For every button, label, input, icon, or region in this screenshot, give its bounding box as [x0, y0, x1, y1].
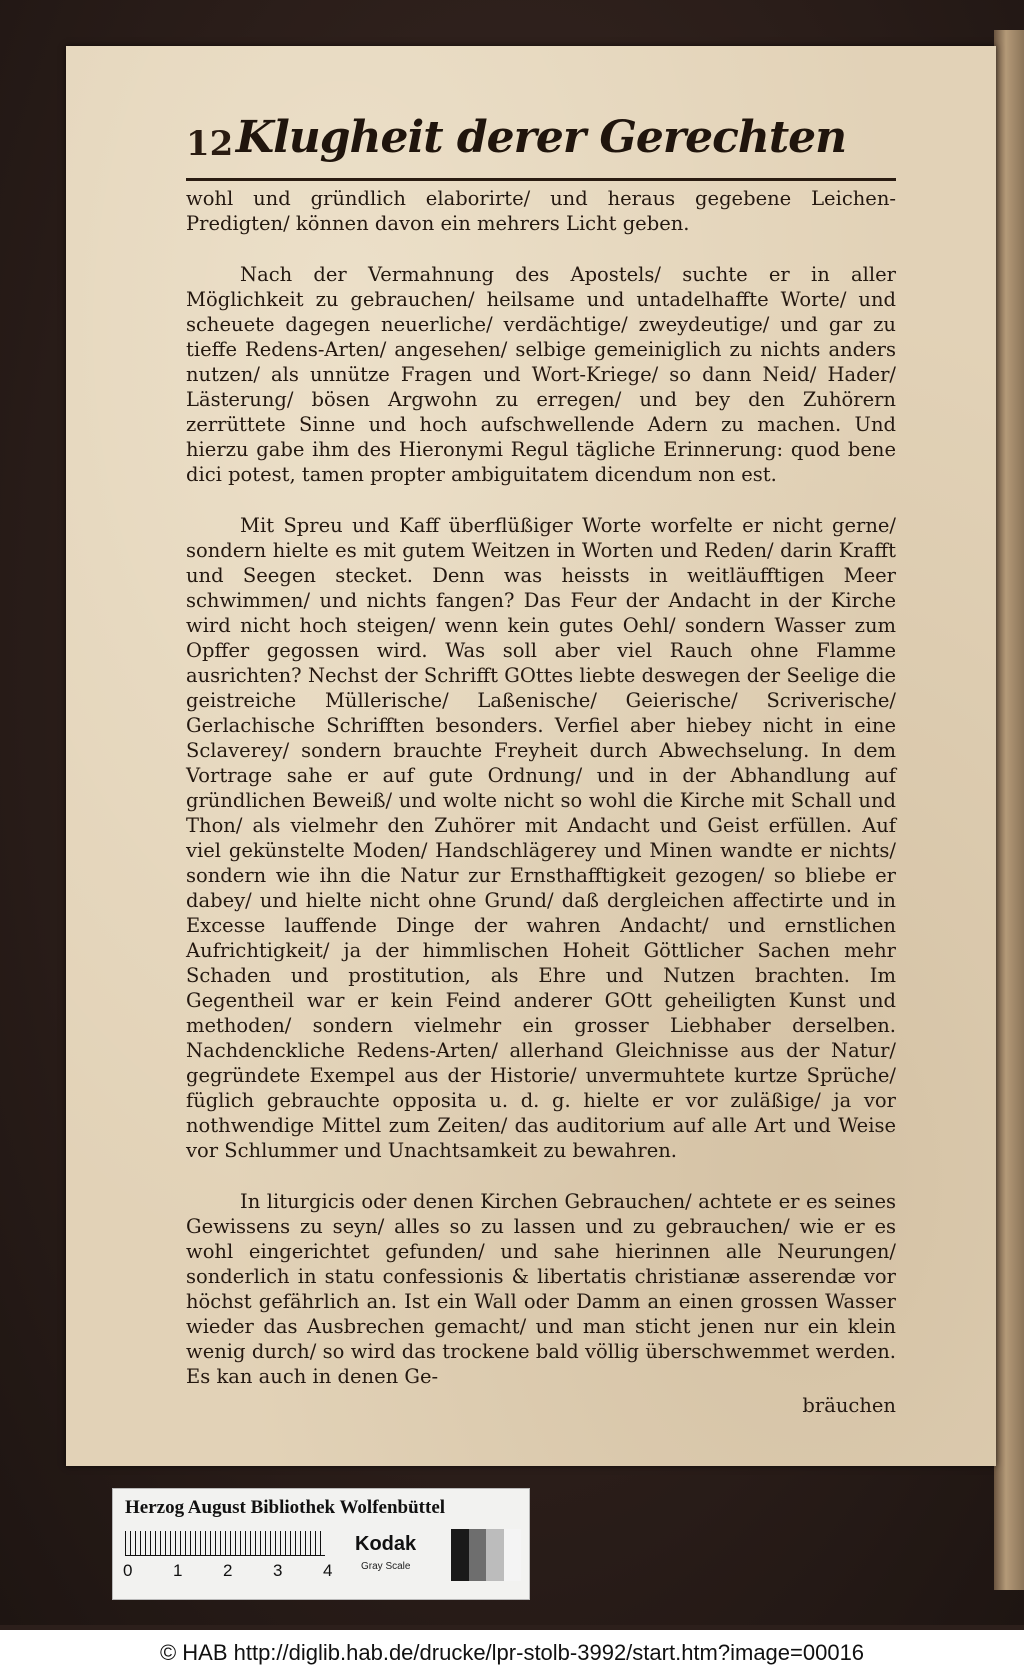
- color-target: [112, 1488, 530, 1600]
- page-number: 12: [186, 124, 234, 164]
- paragraph-3: Mit Spreu und Kaff überflüßiger Worte worfelte er nicht gerne/ sondern hielte es mit gutem Weitzen in Worten und Reden/ darin Krafft und Seegen stecket. Denn was heissts in weitläufftigen Meer schwimmen/ und nichts fangen? Das Feur der Andacht in der Kirche wird nicht hoch steigen/ wenn kein gutes Oehl/ sondern Wasser zum Opffer gegossen wird. Was soll aber viel Rauch ohne Flamme ausrichten? Nechst der Schrifft GOttes liebte deswegen der Seelige die geistreiche Müllerische/ Laßenische/ Geierische/ Scriverische/ Gerlachische Schrifften besonders. Verfiel aber hiebey nicht in eine Sclaverey/ sondern brauchte Freyheit durch Abwechselung. In dem Vortrage sahe er auf gute Ordnung/ und in der Abhandlung auf gründlichen Beweiß/ und wolte nicht so wohl die Kirche mit Schall und Thon/ als vielmehr den Zuhörer mit Andacht und Geist erfüllen. Auf viel gekünstelte Moden/ Handschlägerey und Minen wandte er nichts/ sondern wie ihn die Natur zur Ernsthafftigkeit gezogen/ so bliebe er dabey/ und hielte nicht ohne Grund/ daß dergleichen affectirte und in Excesse lauffende Dinge der wahren Andacht/ und ernstlichen Aufrichtigkeit/ ja der himmlischen Hoheit Göttlicher Sachen mehr Schaden und prostitution, als Ehre und Nutzen brachten. Im Gegentheil war er kein Feind anderer GOtt geheiligten Kunst und methoden/ sondern vielmehr ein grosser Liebhaber derselben. Nachdenckliche Redens-Arten/ allerhand Gleichnisse aus der Natur/ gegründete Exempel aus der Historie/ unvermuhtete kurtze Sprüche/ füglich gebrauchte opposita u. d. g. hielte er vor zuläßige/ ja vor nothwendige Mittel zum Zeiten/ das auditorium auf alle Art und Weise vor Schlummer und Unachtsamkeit zu bewahren.: [186, 514, 896, 1162]
- catchword: bräuchen: [802, 1394, 896, 1417]
- gray-patch: [504, 1529, 522, 1581]
- scale-number: 2: [223, 1561, 233, 1580]
- running-title: Klugheit derer Gerechten: [235, 112, 847, 163]
- gray-patch: [486, 1529, 504, 1581]
- page-header: [186, 112, 896, 182]
- gray-scale-label: Gray Scale: [361, 1561, 411, 1572]
- scale-number: 0: [123, 1561, 133, 1580]
- header-rule: [186, 178, 896, 181]
- scale-numbers: [123, 1561, 343, 1587]
- scale-number: 3: [273, 1561, 283, 1580]
- citation-text: © HAB http://diglib.hab.de/drucke/lpr-stolb-3992/start.htm?image=00016: [159, 1640, 865, 1665]
- paragraph-4: In liturgicis oder denen Kirchen Gebrauchen/ achtete er es seines Gewissens zu seyn/ alles so zu lassen und zu gebrauchen/ wie er es wohl eingerichtet gefunden/ und sahe hierinnen alle Neurungen/ sonderlich in statu confessionis & libertatis christianæ asserendæ vor höchst gefährlich an. Ist ein Wall oder Damm an einen grossen Wasser wieder das Ausbrechen gemacht/ und man sticht jenen nur ein klein wenig durch/ so wird das trockene bald völlig überschwemmet werden. Es kan auch in denen Ge-: [186, 1190, 896, 1388]
- scale-ruler: [125, 1531, 325, 1556]
- body-text: [186, 186, 896, 1418]
- adjacent-page-edge: [994, 30, 1024, 1590]
- paragraph-1: wohl und gründlich elaborirte/ und heraus gegebene Leichen-Predigten/ können davon ein mehrers Licht geben.: [186, 187, 896, 235]
- paragraph-2: Nach der Vermahnung des Apostels/ suchte er in aller Möglichkeit zu gebrauchen/ heilsame und untadelhaffte Worte/ und scheuete dagegen neuerliche/ verdächtige/ zweydeutige/ und gar zu tieffe Redens-Arten/ angesehen/ selbige gemeiniglich zu nichts anders nutzen/ als unnütze Fragen und Wort-Kriege/ so dann Neid/ Hader/ Lästerung/ bösen Argwohn zu erregen/ und bey den Zuhörern zerrüttete Sinne und hoch aufschwellende Adern zu machen. Und hierzu gabe ihm des Hieronymi Regul tägliche Erinnerung: quod bene dici potest, tamen propter ambiguitatem dicendum non est.: [186, 263, 896, 486]
- citation-footer: [0, 1630, 1024, 1675]
- scale-number: 1: [173, 1561, 183, 1580]
- kodak-brand: Kodak: [355, 1533, 417, 1555]
- gray-patch: [451, 1529, 469, 1581]
- scale-number: 4: [323, 1561, 333, 1580]
- gray-patch: [469, 1529, 487, 1581]
- library-name: Herzog August Bibliothek Wolfenbüttel: [125, 1497, 446, 1518]
- gray-patches: [451, 1529, 521, 1581]
